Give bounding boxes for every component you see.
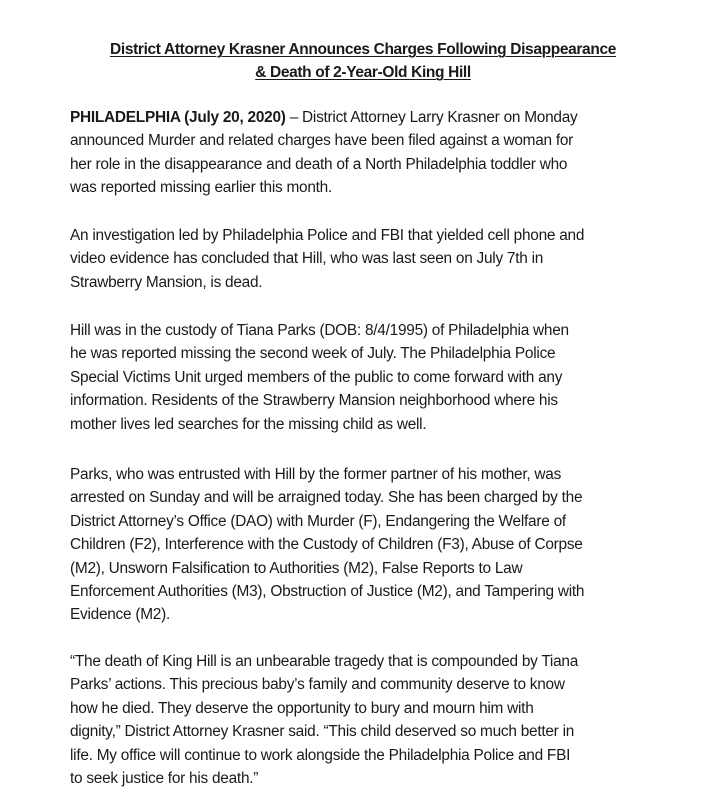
paragraph-line: he was reported missing the second week of July. The Philadelphia Police xyxy=(70,345,556,363)
dateline: PHILADELPHIA (July 20, 2020) xyxy=(70,109,286,126)
paragraph-line: information. Residents of the Strawberry Mansion neighborhood where his xyxy=(70,392,558,410)
paragraph-line: An investigation led by Philadelphia Police and FBI that yielded cell phone and xyxy=(70,227,585,244)
paragraph-line: mother lives led searches for the missing child as well. xyxy=(70,415,427,433)
paragraph-line xyxy=(70,106,690,129)
paragraph-line: to seek justice for his death.” xyxy=(70,770,259,788)
paragraph-line: how he died. They deserve the opportunity to bury and mourn him with xyxy=(70,699,534,717)
paragraph-line: “The death of King Hill is an unbearable tragedy that is compounded by Tiana xyxy=(70,653,579,670)
paragraph-custody xyxy=(70,319,690,436)
title-line-1: District Attorney Krasner Announces Charges Following Disappearance xyxy=(110,41,616,58)
intro-text: – District Attorney Larry Krasner on Monday xyxy=(285,109,578,126)
paragraph-line: Strawberry Mansion, is dead. xyxy=(70,273,263,291)
paragraph-line: life. My office will continue to work alongside the Philadelphia Police and FBI xyxy=(70,746,571,764)
paragraph-line: Special Victims Unit urged members of the public to come forward with any xyxy=(70,368,563,386)
paragraph-line: video evidence has concluded that Hill, who was last seen on July 7th in xyxy=(70,250,544,268)
paragraph-line: dignity,” District Attorney Krasner said. “This child deserved so much better in xyxy=(70,723,575,741)
press-release-title xyxy=(0,38,726,84)
paragraph-line: Children (F2), Interference with the Custody of Children (F3), Abuse of Corpse xyxy=(70,536,583,554)
paragraph-line: Parks’ actions. This precious baby’s family and community deserve to know xyxy=(70,676,565,694)
paragraph-line: her role in the disappearance and death of a North Philadelphia toddler who xyxy=(70,155,568,173)
paragraph-line: District Attorney’s Office (DAO) with Murder (F), Endangering the Welfare of xyxy=(70,512,566,530)
title-line-2: & Death of 2-Year-Old King Hill xyxy=(255,64,471,81)
paragraph-line: Hill was in the custody of Tiana Parks (DOB: 8/4/1995) of Philadelphia when xyxy=(70,322,569,339)
paragraph-quote xyxy=(70,650,690,790)
paragraph-line: Enforcement Authorities (M3), Obstruction of Justice (M2), and Tampering with xyxy=(70,583,585,601)
paragraph-line: Evidence (M2). xyxy=(70,606,170,624)
paragraph-investigation xyxy=(70,224,690,294)
paragraph-line: announced Murder and related charges have been filed against a woman for xyxy=(70,132,574,150)
paragraph-line: arrested on Sunday and will be arraigned today. She has been charged by the xyxy=(70,489,583,507)
paragraph-line: Parks, who was entrusted with Hill by the former partner of his mother, was xyxy=(70,466,562,483)
paragraph-line: (M2), Unsworn Falsification to Authorities (M2), False Reports to Law xyxy=(70,559,523,577)
paragraph-charges xyxy=(70,463,690,627)
paragraph-intro xyxy=(70,106,690,200)
paragraph-line: was reported missing earlier this month. xyxy=(70,179,333,197)
